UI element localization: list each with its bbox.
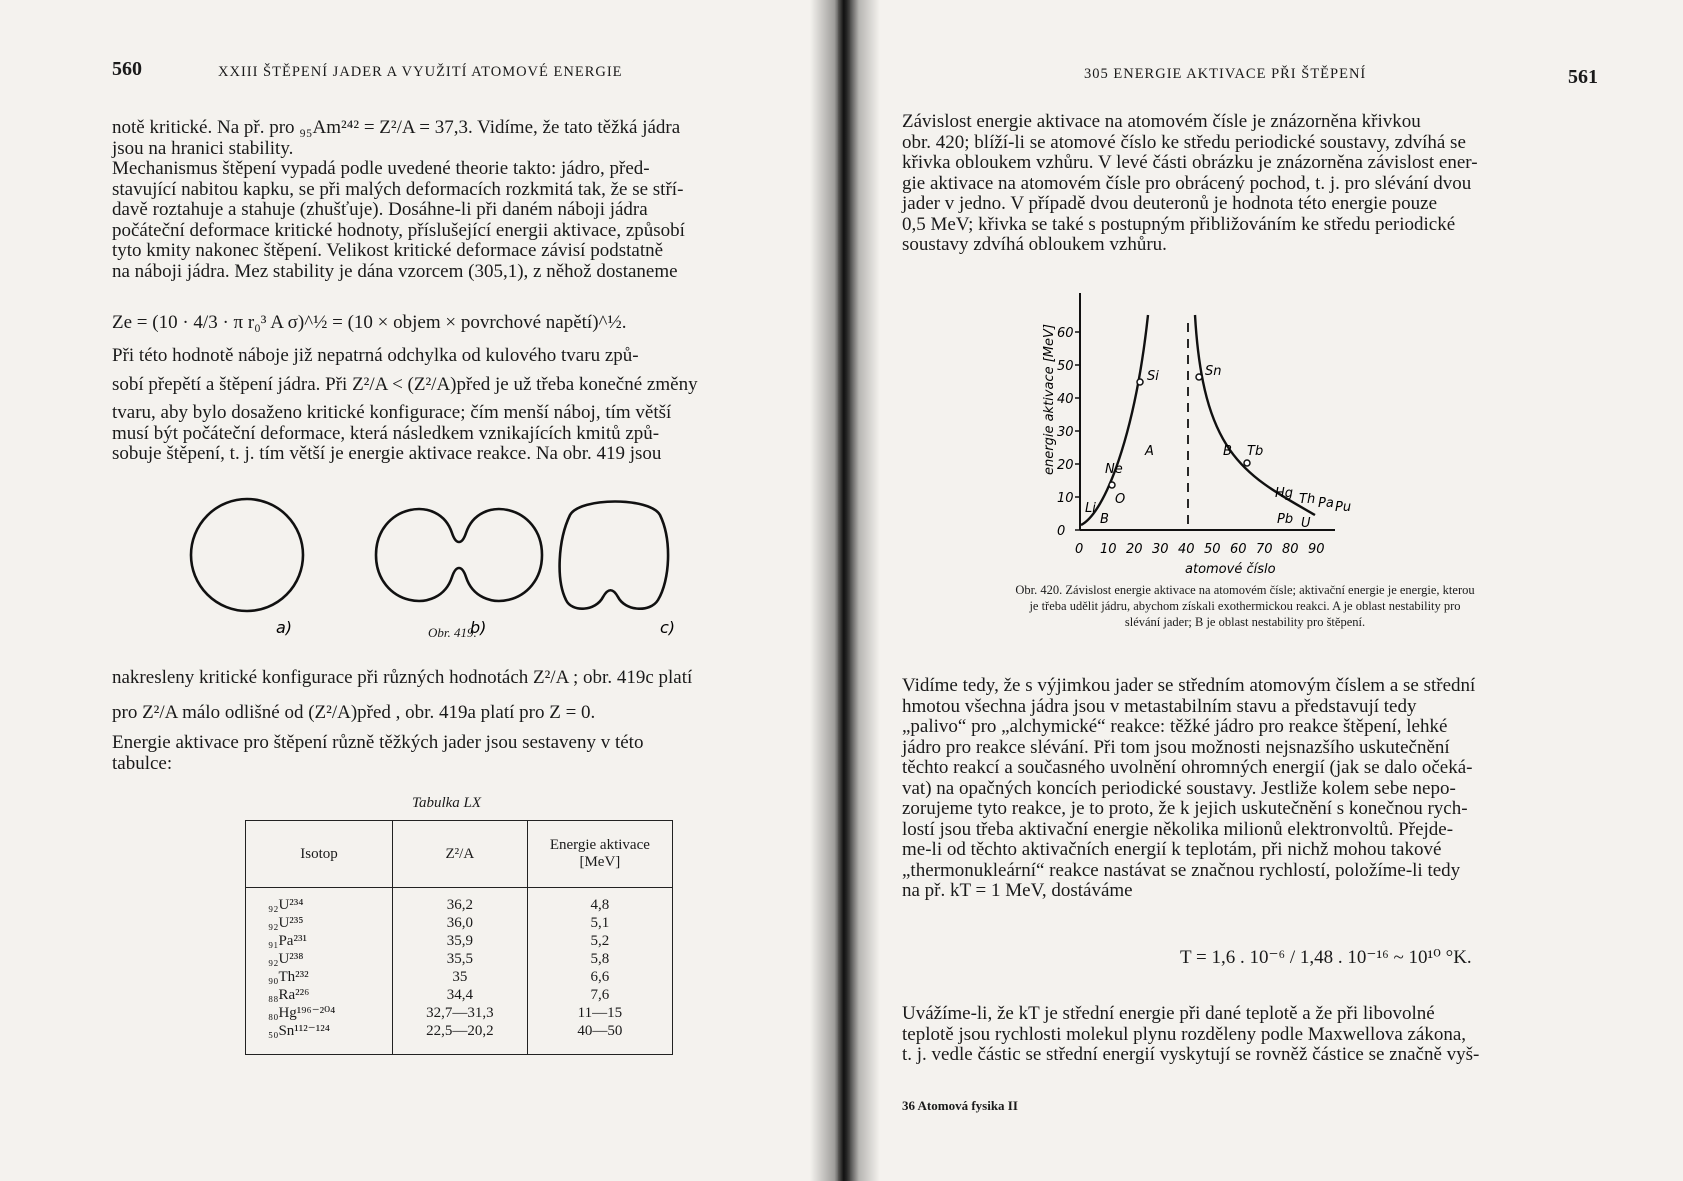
text-line: lostí jsou třeba aktivační energie několika milionů elektronvoltů. Přejde- <box>902 818 1454 840</box>
text-line: davě roztahuje a stahuje (zhušťuje). Dosáhne-li při daném náboji jádra <box>112 199 648 220</box>
table-cell: ₉₂U²³⁵ <box>268 915 304 931</box>
text-line: pro Z²/A málo odlišné od (Z²/A)před , obr. 419a platí pro Z = 0. <box>112 701 596 723</box>
table-cell: ₉₂U²³⁴ <box>268 897 304 913</box>
table-cell: 4,8 <box>590 897 610 913</box>
text-line: těchto reakcí a současného uvolnění ohromných energií (jak se dalo očeká- <box>902 757 1473 778</box>
figure-420-caption <box>890 582 1600 630</box>
text-line: Uvážíme-li, že kT je střední energie při dané teplotě a že při libovolné <box>902 1003 1435 1024</box>
text-line: tyto kmity nakonec štěpení. Velikost kritické deformace závisí podstatně <box>112 240 664 261</box>
caption-line: Obr. 420. Závislost energie aktivace na atomovém čísle; aktivační energie je energie, kterou <box>1015 583 1475 597</box>
x-tick-label: 30 <box>1152 542 1169 557</box>
text-line: na př. kT = 1 MeV, dostáváme <box>902 880 1133 901</box>
region-b-label: B <box>1223 444 1232 459</box>
text-line: tabulce: <box>112 752 173 774</box>
table-cell: ₉₁Pa²³¹ <box>268 933 307 949</box>
table-cell: 35,5 <box>446 951 473 967</box>
text-line: jádro pro reakce slévání. Při tom jsou možnosti nejsnazšího uskutečnění <box>902 736 1450 758</box>
right-page-number: 561 <box>1568 66 1598 88</box>
text-line: hmotou všechna jádra jsou v metastabilním stavu a představují tedy <box>902 695 1417 717</box>
page-footer: 36 Atomová fysika II <box>902 1098 1018 1113</box>
region-a-label: A <box>1145 444 1154 459</box>
y-tick-label: 30 <box>1057 425 1074 440</box>
formula-ze: Ze = (10 · 4/3 · π r₀³ A σ)^½ = (10 × objem × povrchové napětí)^½. <box>112 312 627 333</box>
label-th: Th <box>1299 492 1316 507</box>
label-ne: Ne <box>1105 462 1123 477</box>
shape-a-sphere <box>191 499 303 611</box>
label-sn: Sn <box>1205 364 1222 379</box>
x-tick-label: 80 <box>1282 542 1299 557</box>
caption-line: je třeba udělit jádru, abychom získali exothermickou reakci. A je oblast nestability pro <box>1029 599 1461 613</box>
table-cell: 6,6 <box>590 969 610 985</box>
table-cell: 40—50 <box>577 1023 623 1039</box>
text-line: „thermonukleární“ reakce nastávat se značnou rychlostí, položíme-li tedy <box>902 859 1461 881</box>
isotope-column <box>246 888 393 1055</box>
table-cell: 7,6 <box>590 987 610 1003</box>
label-hg: Hg <box>1275 486 1294 501</box>
x-tick-label: 50 <box>1204 542 1221 557</box>
left-page-number: 560 <box>112 58 142 80</box>
y-tick-label: 40 <box>1057 392 1074 407</box>
y-tick-label: 60 <box>1057 326 1074 341</box>
header-energy: Energie aktivace [MeV] <box>527 821 672 888</box>
book-spine-shadow <box>810 0 880 1181</box>
chart-xlabel: atomové číslo <box>1185 562 1276 577</box>
point-tb <box>1244 460 1250 466</box>
table-cell: 32,7—31,3 <box>426 1005 494 1021</box>
text-line: Energie aktivace pro štěpení různě těžkých jader jsou sestaveny v této <box>112 732 644 753</box>
label-u: U <box>1301 516 1311 531</box>
formula-t: T = 1,6 . 10⁻⁶ / 1,48 . 10⁻¹⁶ ~ 10¹⁰ °K. <box>1180 947 1472 968</box>
text-line: počáteční deformace kritické hodnoty, příslušející energii aktivace, způsobí <box>112 219 685 241</box>
text-line: jader v jedno. V případě dvou deuteronů je hodnota této energie pouze <box>902 193 1438 214</box>
x-tick-label: 10 <box>1100 542 1117 557</box>
y-tick-label: 10 <box>1057 491 1074 506</box>
chart-ylabel: energie aktivace [MeV] <box>1042 324 1057 475</box>
x-tick-label: 40 <box>1178 542 1195 557</box>
text-line: gie aktivace na atomovém čísle pro obrácený pochod, t. j. pro slévání dvou <box>902 172 1472 194</box>
text-line: na náboji jádra. Mez stability je dána vzorcem (305,1), z něhož dostaneme <box>112 260 678 282</box>
x-tick-label: 20 <box>1126 542 1143 557</box>
y-tick-label: 50 <box>1057 359 1074 374</box>
text-line: zorujeme tyto reakce, je to proto, že k jejich uskutečnění s konečnou rych- <box>902 798 1468 819</box>
y-ticks <box>1057 326 1080 539</box>
text-line: tvaru, aby bylo dosaženo kritické konfigurace; čím menší náboj, tím větší <box>112 402 672 423</box>
activation-energy-table <box>245 820 673 1055</box>
table-body-row <box>246 888 673 1055</box>
text-line: jsou na hranici stability. <box>112 137 294 159</box>
table-cell: 11—15 <box>577 1005 623 1021</box>
table-cell: 35 <box>452 969 468 985</box>
left-text-top <box>112 118 812 282</box>
z2a-column <box>392 888 527 1055</box>
x-tick-label: 0 <box>1075 542 1084 557</box>
text-line: obr. 420; blíží-li se atomové číslo ke středu periodické soustavy, zdvíhá se <box>902 131 1466 153</box>
x-tick-label: 70 <box>1256 542 1273 557</box>
x-tick-label: 60 <box>1230 542 1247 557</box>
text-line: stavující nabitou kapku, se při malých deformacích rozkmitá tak, že se stří- <box>112 178 684 200</box>
left-running-head: XXIII ŠTĚPENÍ JADER A VYUŽITÍ ATOMOVÉ ENERGIE <box>218 64 623 80</box>
table-cell: ₈₈Ra²²⁶ <box>268 987 310 1003</box>
caption-line: slévání jader; B je oblast nestability pro štěpení. <box>1124 615 1366 629</box>
table-cell: 35,9 <box>446 933 473 949</box>
right-running-head: 305 ENERGIE AKTIVACE PŘI ŠTĚPENÍ <box>1084 66 1367 82</box>
text-line: teplotě jsou rychlosti molekul plynu rozděleny podle Maxwellova zákona, <box>902 1023 1467 1045</box>
right-text-bottom <box>902 1004 1592 1066</box>
table-cell: ₅₀Sn¹¹²⁻¹²⁴ <box>268 1023 330 1039</box>
shape-b-dumbbell <box>376 509 542 601</box>
energy-column <box>527 888 672 1055</box>
label-c: c) <box>660 618 676 637</box>
x-tick-label: 90 <box>1308 542 1325 557</box>
table-cell: 5,8 <box>590 951 610 967</box>
header-z2a: Z²/A <box>392 821 527 888</box>
right-page <box>850 0 1683 1181</box>
text-line: nakresleny kritické konfigurace při různých hodnotách Z²/A ; obr. 419c platí <box>112 667 693 688</box>
table-cell: 5,1 <box>590 915 610 931</box>
figure-420-chart <box>1035 285 1415 580</box>
table-cell: 36,0 <box>446 915 473 931</box>
x-ticks <box>1075 542 1325 557</box>
text-line: křivka obloukem vzhůru. V levé části obrázku je znázorněna závislost ener- <box>902 152 1478 173</box>
figure-419-caption: Obr. 419. <box>428 625 477 640</box>
right-text-top <box>902 112 1592 256</box>
table-cell: 34,4 <box>446 987 473 1003</box>
table-header-row <box>246 821 673 888</box>
text-line: musí být počáteční deformace, která následkem vznikajících kmitů způ- <box>112 422 660 444</box>
label-pb: Pb <box>1277 512 1294 527</box>
text-line: Vidíme tedy, že s výjimkou jader se středním atomovým číslem a se střední <box>902 675 1476 696</box>
table-cell: 36,2 <box>446 897 473 913</box>
point-sn <box>1196 374 1202 380</box>
label-a: a) <box>276 618 293 637</box>
table-cell: 5,2 <box>590 933 610 949</box>
label-b: b) <box>470 618 487 637</box>
text-line: me-li od těchto aktivačních energií k teplotám, při nichž mohou takové <box>902 839 1442 860</box>
label-pu: Pu <box>1335 500 1352 515</box>
table-cell: ₉₀Th²³² <box>268 969 309 985</box>
text-line: „palivo“ pro „alchymické“ reakce: těžké jádro pro reakce štěpení, lehké <box>902 716 1448 737</box>
label-o: O <box>1115 492 1126 507</box>
table-cell: 22,5—20,2 <box>426 1023 494 1039</box>
label-b: B <box>1100 512 1109 527</box>
table-cell: ₈₀Hg¹⁹⁶⁻²⁰⁴ <box>268 1005 336 1021</box>
point-ne <box>1109 482 1115 488</box>
y-tick-label: 20 <box>1057 458 1074 473</box>
text-line: 0,5 MeV; křivka se také s postupným přibližováním ke středu periodické <box>902 213 1456 235</box>
left-page <box>0 0 838 1181</box>
text-line: notě kritické. Na př. pro ₉₅Am²⁴² = Z²/A = 37,3. Vidíme, že tato těžká jádra <box>112 117 681 138</box>
left-text-bottom <box>112 668 812 774</box>
fission-curve <box>1195 315 1315 515</box>
text-line: soustavy zdvíhá obloukem vzhůru. <box>902 234 1167 255</box>
text-line: Při této hodnotě náboje již nepatrná odchylka od kulového tvaru způ- <box>112 345 639 366</box>
right-text-mid <box>902 676 1592 902</box>
text-line: Závislost energie aktivace na atomovém čísle je znázorněna křivkou <box>902 111 1421 132</box>
text-line: vat) na opačných koncích periodické soustavy. Jestliže kolem sebe nepo- <box>902 777 1456 799</box>
text-line: Mechanismus štěpení vypadá podle uvedené theorie takto: jádro, před- <box>112 158 650 179</box>
header-isotope: Isotop <box>246 821 393 888</box>
table-cell: ₉₂U²³⁸ <box>268 951 304 967</box>
label-li: Li <box>1085 501 1096 516</box>
left-text-mid <box>112 346 812 465</box>
label-si: Si <box>1147 369 1159 384</box>
label-pa: Pa <box>1318 496 1334 511</box>
y-tick-label: 0 <box>1057 524 1066 539</box>
point-si <box>1137 379 1143 385</box>
text-line: sobí přepětí a štěpení jádra. Při Z²/A < (Z²/A)před je už třeba konečné změny <box>112 373 698 395</box>
label-tb: Tb <box>1247 444 1264 459</box>
table-title: Tabulka LX <box>412 795 482 811</box>
shape-c-split <box>560 502 668 609</box>
text-line: t. j. vedle částic se střední energií vyskytují se rovněž částice se značně vyš- <box>902 1044 1480 1065</box>
text-line: sobuje štěpení, t. j. tím větší je energie aktivace reakce. Na obr. 419 jsou <box>112 443 662 464</box>
